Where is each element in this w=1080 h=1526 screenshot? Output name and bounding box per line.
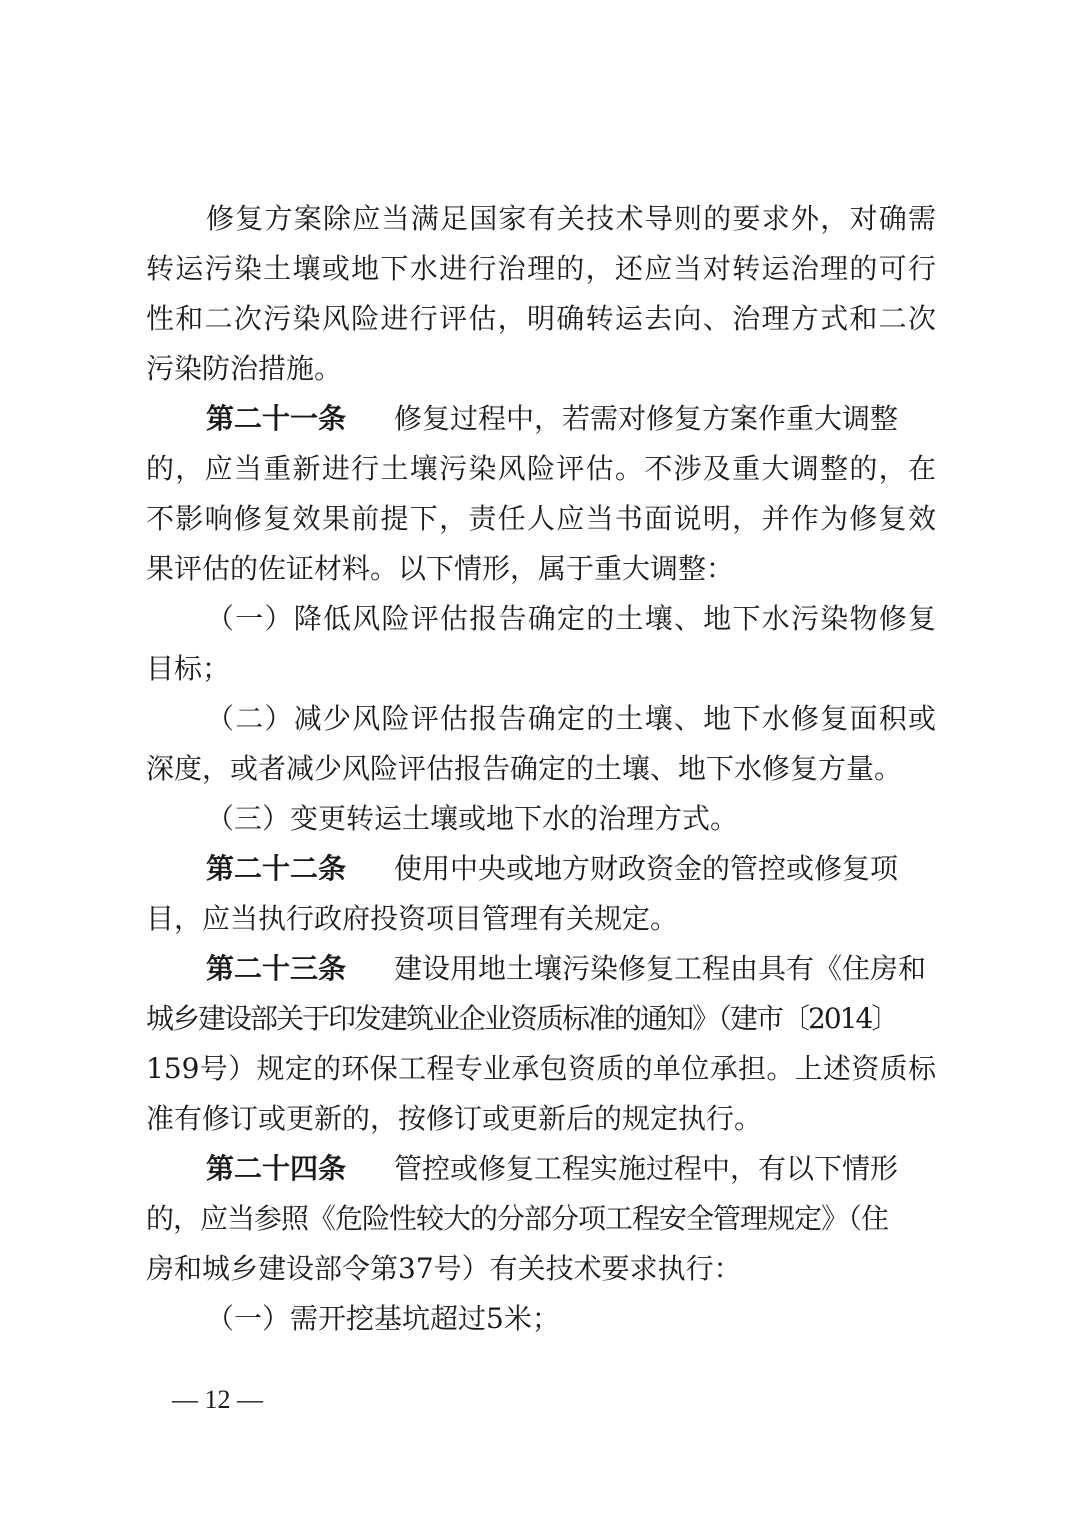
text-line: 的，应当重新进行土壤污染风险评估。不涉及重大调整的，在 [146, 452, 936, 485]
article-21-first-line [146, 394, 936, 444]
article-24-first-line [146, 1144, 936, 1194]
text-line: 159号）规定的环保工程专业承包资质的单位承担。上述资质标 [146, 1052, 936, 1085]
text-line: 不影响修复效果前提下，责任人应当书面说明，并作为修复效 [146, 502, 936, 535]
text-line: 房和城乡建设部令第37号）有关技术要求执行： [146, 1252, 742, 1285]
text-line: 修复方案除应当满足国家有关技术导则的要求外，对确需 [206, 202, 936, 235]
text-line: 准有修订或更新的，按修订或更新后的规定执行。 [146, 1102, 763, 1135]
article-heading: 第二十四条 [206, 1152, 347, 1185]
text-line: 修复过程中，若需对修复方案作重大调整 [394, 402, 899, 435]
text-line: 城乡建设部关于印发建筑业企业资质标准的通知》（建市〔2014〕 [146, 1002, 898, 1035]
list-item: （一）降低风险评估报告确定的土壤、地下水污染物修复 [206, 602, 936, 635]
article-heading: 第二十二条 [206, 852, 347, 885]
text-line: 建设用地土壤污染修复工程由具有《住房和 [394, 952, 927, 985]
article-heading: 第二十一条 [206, 402, 347, 435]
text-line: 目标； [146, 652, 231, 685]
text-line: 管控或修复工程实施过程中，有以下情形 [394, 1152, 899, 1185]
text-line: 目，应当执行政府投资项目管理有关规定。 [146, 902, 679, 935]
list-item: （一）需开挖基坑超过5米； [206, 1302, 560, 1335]
text-line: 的，应当参照《危险性较大的分部分项工程安全管理规定》（住 [146, 1202, 889, 1235]
text-line: 果评估的佐证材料。以下情形，属于重大调整： [146, 552, 735, 585]
text-line: 污染防治措施。 [146, 352, 343, 385]
text-line: 使用中央或地方财政资金的管控或修复项 [394, 852, 899, 885]
article-22-first-line [146, 844, 936, 894]
page-number: — 12 — [172, 1385, 263, 1414]
article-heading: 第二十三条 [206, 952, 347, 985]
list-item: （三）变更转运土壤或地下水的治理方式。 [206, 802, 739, 835]
article-23-first-line [146, 944, 936, 994]
list-item: （二）减少风险评估报告确定的土壤、地下水修复面积或 [206, 702, 936, 735]
text-line: 转运污染土壤或地下水进行治理的，还应当对转运治理的可行 [146, 252, 936, 285]
text-line: 深度，或者减少风险评估报告确定的土壤、地下水修复方量。 [146, 752, 903, 785]
text-line: 性和二次污染风险进行评估，明确转运去向、治理方式和二次 [146, 302, 936, 335]
